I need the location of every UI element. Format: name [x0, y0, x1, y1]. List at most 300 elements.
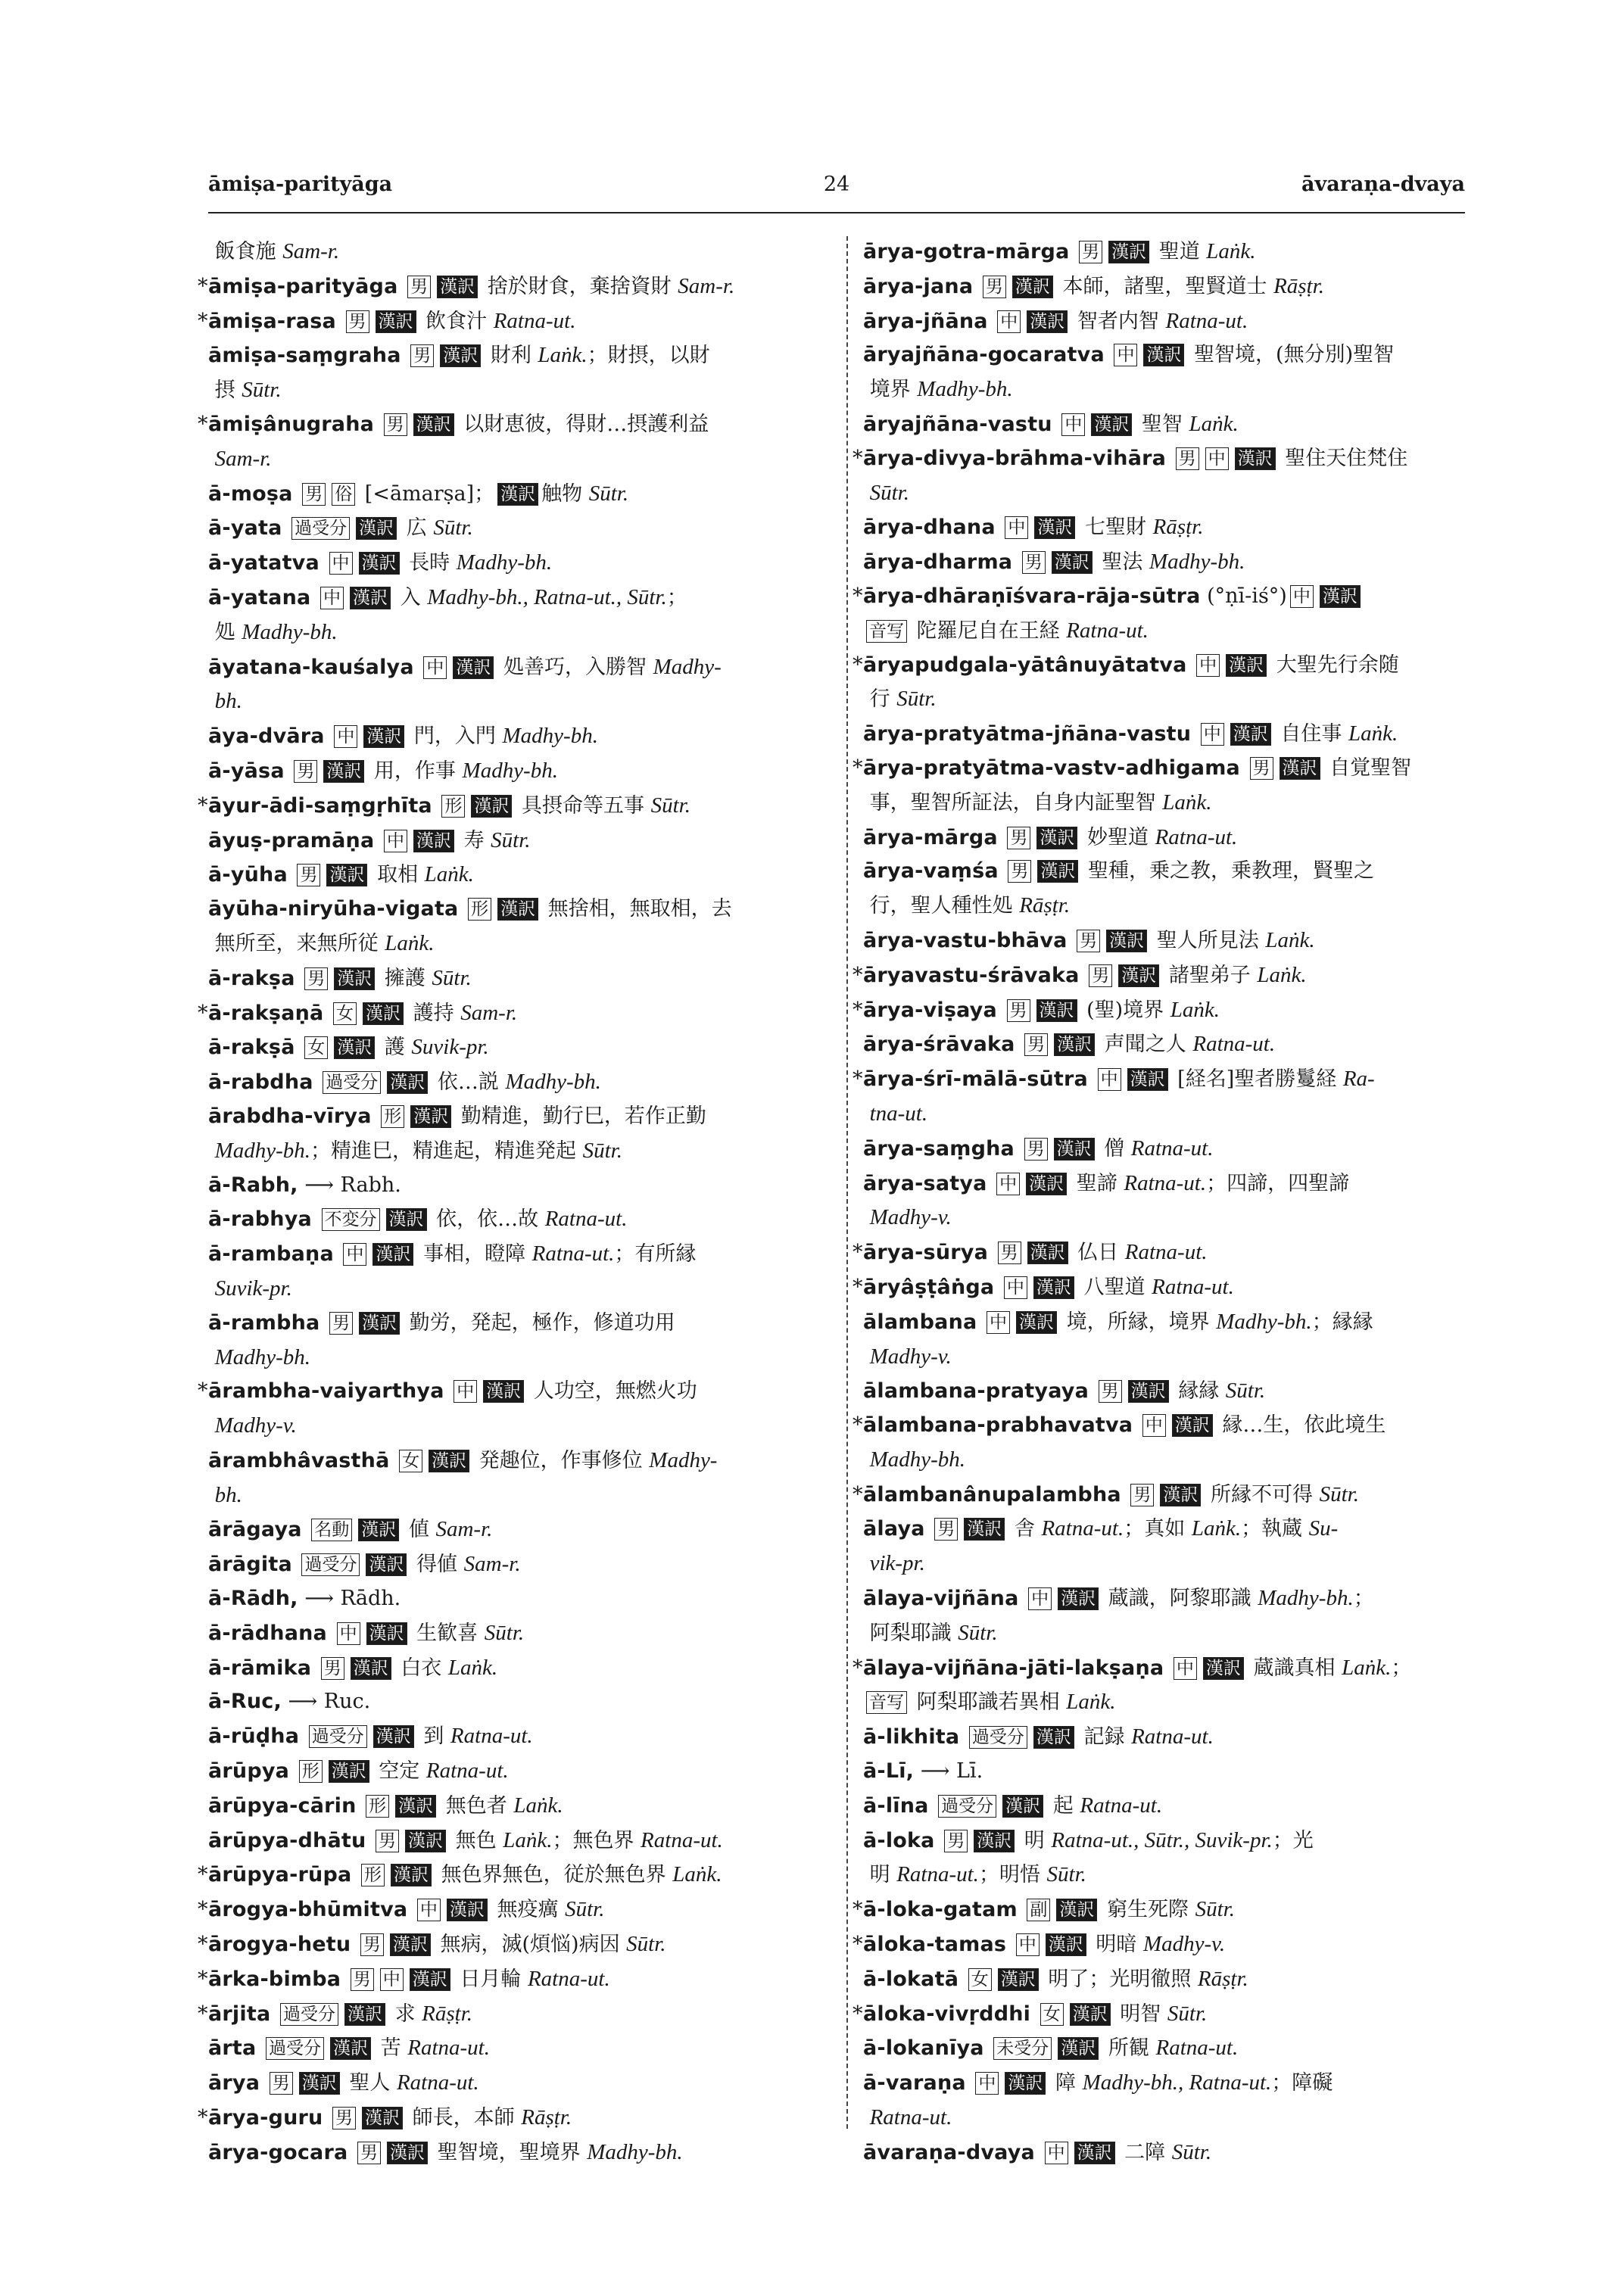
- gloss: 阿梨耶識: [869, 1621, 952, 1645]
- translation-tag: 漢訳: [1058, 1587, 1099, 1610]
- gloss: 苦: [380, 2036, 401, 2061]
- entry-continuation: [208, 1134, 814, 1169]
- entry-continuation: [208, 1272, 814, 1307]
- headword: ālambana: [863, 1310, 977, 1334]
- grammar-tag: 女: [333, 1002, 357, 1025]
- asterisk-marker: *: [853, 1482, 863, 1506]
- asterisk-marker: *: [853, 1898, 863, 1922]
- translation-tag: 漢訳: [471, 795, 512, 818]
- gloss: ；: [666, 585, 687, 609]
- dictionary-entry: [208, 1824, 814, 1858]
- asterisk-marker: *: [853, 1067, 863, 1092]
- source-abbrev: Madhy-bh.: [587, 2139, 683, 2164]
- dictionary-entry: [208, 893, 814, 927]
- grammar-tag: 形: [366, 1795, 389, 1818]
- translation-tag: 漢訳: [453, 656, 494, 679]
- gloss: 処善巧，入勝智: [503, 655, 647, 679]
- grammar-tag: 過受分: [969, 1726, 1027, 1749]
- headword: ā-loka-gatam: [863, 1898, 1018, 1922]
- source-abbrev: Madhy-bh.: [214, 1344, 311, 1369]
- gloss: 仏日: [1077, 1241, 1119, 1265]
- gloss: 明: [1024, 1828, 1045, 1852]
- headword: āyūha-niryūha-vigata: [208, 897, 459, 921]
- grammar-tag: 中: [1016, 1933, 1040, 1956]
- header-first-entry: āmiṣa-parityāga: [208, 173, 393, 196]
- source-abbrev: Laṅk.: [1066, 1690, 1116, 1715]
- source-abbrev: Sūtr.: [958, 1620, 998, 1645]
- source-abbrev: Ratna-ut.: [1155, 824, 1238, 849]
- grammar-tag: 中: [329, 552, 353, 575]
- dictionary-entry: [863, 2136, 1469, 2170]
- gloss: ⟶ Rabh.: [304, 1173, 401, 1197]
- gloss: ；障礙: [1271, 2071, 1333, 2095]
- gloss: 値: [408, 1518, 429, 1542]
- dictionary-entry: [208, 754, 814, 789]
- translation-tag: 漢訳: [1056, 1899, 1097, 1921]
- grammar-tag: 過受分: [323, 1071, 381, 1094]
- translation-tag: 漢訳: [356, 517, 397, 540]
- translation-tag: 漢訳: [1058, 2037, 1099, 2060]
- gloss: 縁…生，依此境生: [1222, 1413, 1386, 1438]
- source-abbrev: Ra-: [1342, 1067, 1375, 1092]
- asterisk-marker: *: [853, 1656, 863, 1680]
- gloss: [経名]聖者勝鬘経: [1177, 1067, 1337, 1092]
- grammar-tag: 男: [1007, 827, 1030, 849]
- dictionary-entry: [198, 1997, 814, 2032]
- source-abbrev: Rāṣṭr.: [422, 2001, 473, 2026]
- headword: ālaya-vijñāna-jāti-lakṣaṇa: [863, 1656, 1164, 1680]
- translation-tag: 漢訳: [387, 2142, 428, 2164]
- headword: ā-moṣa: [208, 481, 293, 506]
- dictionary-entry: [863, 407, 1469, 442]
- headword: ārūpya: [208, 1759, 290, 1784]
- headword: ā-rūḍha: [208, 1724, 300, 1749]
- right-column: [853, 235, 1469, 2170]
- dictionary-entry: [863, 1962, 1469, 1997]
- headword: ā-rādhana: [208, 1621, 327, 1645]
- source-abbrev: Ratna-ut.: [896, 1862, 979, 1887]
- source-abbrev: Ratna-ut.: [1165, 308, 1248, 333]
- grammar-tag: 男: [360, 1933, 384, 1956]
- headword: ā-līna: [863, 1793, 929, 1818]
- gloss: 明暗: [1096, 1933, 1137, 1957]
- dictionary-entry: [853, 580, 1469, 614]
- headword: ārya-dhāraṇīśvara-rāja-sūtra: [863, 584, 1201, 608]
- dictionary-entry: [208, 1100, 814, 1134]
- gloss: 七聖財: [1084, 516, 1146, 540]
- gloss: ；明悟: [978, 1863, 1040, 1887]
- entry-continuation: [863, 889, 1469, 924]
- dictionary-entry: [208, 719, 814, 754]
- source-abbrev: Madhy-bh.: [456, 550, 553, 575]
- dictionary-entry: [863, 1824, 1469, 1858]
- dictionary-entry: [208, 1444, 814, 1478]
- dictionary-entry: [198, 1962, 814, 1997]
- grammar-tag: 過受分: [301, 1553, 360, 1576]
- headword: ā-yūha: [208, 863, 288, 887]
- headword: ārya-dhana: [863, 516, 996, 540]
- headword: āloka-tamas: [863, 1933, 1007, 1957]
- source-abbrev: Laṅk.: [1257, 962, 1307, 987]
- grammar-tag: 中: [1174, 1657, 1197, 1680]
- asterisk-marker: *: [198, 2106, 208, 2130]
- source-abbrev: Laṅk.: [1265, 927, 1315, 952]
- grammar-tag: 中: [334, 725, 357, 748]
- headword: ā-rambha: [208, 1310, 320, 1335]
- dictionary-entry: [208, 1202, 814, 1237]
- translation-tag: 漢訳: [1235, 447, 1276, 470]
- grammar-tag: 男: [346, 310, 369, 333]
- source-abbrev: bh.: [214, 1482, 242, 1507]
- gloss: 財利: [490, 344, 531, 368]
- entry-continuation: [208, 927, 814, 961]
- gloss: (°ṇī-iś°): [1207, 584, 1287, 608]
- gloss: 事，聖智所証法，自身内証聖智: [869, 790, 1156, 815]
- headword: āryajñāna-gocaratva: [863, 343, 1105, 367]
- dictionary-entry: [863, 1305, 1469, 1340]
- headword: ā-likhita: [863, 1725, 960, 1749]
- dictionary-entry: [208, 2066, 814, 2101]
- translation-tag: 漢訳: [429, 1450, 469, 1472]
- page-number: 24: [823, 173, 850, 196]
- grammar-tag: 中: [454, 1380, 477, 1403]
- gloss: ；四諦，四聖諦: [1206, 1171, 1350, 1195]
- translation-tag: 漢訳: [344, 2003, 385, 2026]
- dictionary-entry: [853, 1927, 1469, 1962]
- source-abbrev: Sūtr.: [626, 1932, 666, 1957]
- translation-tag: 漢訳: [405, 1830, 446, 1852]
- gloss: 僧: [1104, 1136, 1125, 1161]
- translation-tag: 漢訳: [1002, 1795, 1043, 1818]
- grammar-tag: 形: [381, 1105, 404, 1128]
- gloss: 勤労，発起，極作，修道功用: [409, 1310, 675, 1335]
- grammar-tag: 男: [1089, 964, 1112, 987]
- source-abbrev: Ratna-ut., Sūtr., Suvik-pr.: [1051, 1827, 1273, 1852]
- grammar-tag: 未受分: [993, 2037, 1052, 2060]
- source-abbrev: Suvik-pr.: [214, 1276, 292, 1301]
- gloss: 聖種，乗之教，乗教理，賢聖之: [1088, 859, 1374, 883]
- dictionary-entry: [208, 477, 814, 512]
- gloss: ⟶ Ruc.: [288, 1690, 371, 1714]
- source-abbrev: Madhy-bh.: [917, 377, 1013, 402]
- source-abbrev: Ratna-ut.: [396, 2070, 479, 2095]
- translation-tag: 漢訳: [326, 864, 367, 886]
- dictionary-entry: [208, 1547, 814, 1582]
- grammar-tag: 男: [1250, 757, 1273, 780]
- grammar-tag: 男: [329, 1312, 353, 1335]
- dictionary-entry: [208, 2136, 814, 2170]
- dictionary-entry: [208, 1685, 814, 1719]
- dictionary-entry: [853, 1062, 1469, 1097]
- grammar-tag: 男: [407, 276, 431, 298]
- gloss: 空定: [379, 1759, 420, 1784]
- translation-tag: 漢訳: [410, 1968, 450, 1991]
- source-abbrev: Madhy-v.: [869, 1205, 952, 1230]
- source-abbrev: Sūtr.: [1319, 1481, 1359, 1506]
- headword: ā-Lī,: [863, 1759, 915, 1784]
- grammar-tag: 中: [1205, 447, 1229, 470]
- gloss: 陀羅尼自在王経: [916, 618, 1060, 643]
- dictionary-entry: [198, 1927, 814, 1962]
- gloss: 師長，本師: [412, 2106, 515, 2130]
- asterisk-marker: *: [853, 2002, 863, 2026]
- grammar-tag: 男: [376, 1830, 399, 1852]
- translation-tag: 漢訳: [391, 1864, 432, 1886]
- translation-tag: 漢訳: [366, 1553, 407, 1576]
- source-abbrev: Ratna-ut.: [641, 1827, 723, 1852]
- headword: āya-dvāra: [208, 724, 325, 749]
- gloss: 以財恵彼，得財…摂護利益: [463, 412, 709, 436]
- headword: ārta: [208, 2036, 257, 2061]
- translation-tag: 漢訳: [1033, 1276, 1074, 1299]
- dictionary-entry: [853, 958, 1469, 993]
- gloss: 用，作事: [373, 759, 456, 783]
- dictionary-entry: [863, 1027, 1469, 1062]
- translation-tag: 漢訳: [1143, 344, 1184, 366]
- dictionary-entry: [853, 993, 1469, 1028]
- dictionary-entry: [853, 1997, 1469, 2032]
- translation-tag: 漢訳: [387, 1071, 428, 1094]
- gloss: 所縁不可得: [1210, 1482, 1313, 1506]
- source-abbrev: Laṅk.: [1191, 1516, 1242, 1541]
- headword: ā-yāsa: [208, 759, 285, 783]
- headword: ā-varaṇa: [863, 2071, 966, 2095]
- headword: āyuṣ-pramāṇa: [208, 828, 375, 852]
- translation-tag: 漢訳: [1203, 1657, 1244, 1680]
- headword: ārya-vaṃśa: [863, 859, 999, 883]
- source-abbrev: Laṅk.: [513, 1793, 563, 1818]
- source-abbrev: Laṅk.: [1162, 790, 1212, 815]
- translation-tag: 漢訳: [334, 1036, 375, 1059]
- grammar-tag: 女: [304, 1036, 328, 1059]
- headword: āryavastu-śrāvaka: [863, 963, 1080, 987]
- gloss: 聖人所見法: [1156, 928, 1259, 952]
- header-rule: [208, 212, 1465, 213]
- gloss: ；真如: [1124, 1517, 1186, 1541]
- asterisk-marker: *: [198, 309, 208, 333]
- gloss: 障: [1055, 2071, 1077, 2095]
- gloss: ；有所縁: [614, 1242, 697, 1266]
- dictionary-entry: [863, 2031, 1469, 2066]
- gloss: 到: [423, 1724, 444, 1749]
- headword: ārya-śrī-mālā-sūtra: [863, 1067, 1088, 1092]
- translation-tag: 漢訳: [334, 967, 375, 990]
- translation-tag: 漢訳: [1036, 827, 1077, 849]
- gloss: ；財摂，以財: [587, 344, 710, 368]
- gloss: 聖諦: [1076, 1171, 1117, 1195]
- gloss: 自覚聖智: [1329, 756, 1412, 780]
- grammar-tag: 中: [1061, 413, 1085, 436]
- dictionary-entry: [198, 789, 814, 824]
- headword: ārogya-hetu: [208, 1933, 351, 1957]
- headword: ā-loka: [863, 1828, 935, 1852]
- gloss: 取相: [377, 863, 419, 887]
- grammar-tag: 男: [1024, 1138, 1048, 1161]
- grammar-tag: 中: [343, 1243, 366, 1266]
- dictionary-entry: [863, 304, 1469, 339]
- source-abbrev: Sūtr.: [896, 687, 937, 712]
- source-abbrev: Laṅk.: [1348, 721, 1398, 746]
- dictionary-entry: [208, 824, 814, 858]
- headword: āryâṣṭâṅga: [863, 1275, 995, 1299]
- source-abbrev: Madhy-bh., Ratna-ut., Sūtr.: [427, 584, 667, 609]
- source-abbrev: Sūtr.: [1167, 2001, 1208, 2026]
- asterisk-marker: *: [198, 2002, 208, 2026]
- grammar-tag: 男: [351, 1968, 374, 1991]
- headword: āryajñāna-vastu: [863, 412, 1052, 436]
- gloss: 自住事: [1280, 722, 1342, 746]
- translation-tag: 漢訳: [410, 1105, 451, 1128]
- translation-tag: 漢訳: [413, 413, 454, 436]
- dictionary-entry: [863, 338, 1469, 372]
- headword: ārambha-vaiyarthya: [208, 1379, 444, 1404]
- source-abbrev: tna-ut.: [869, 1101, 928, 1126]
- asterisk-marker: *: [853, 446, 863, 470]
- translation-tag: 漢訳: [1005, 2072, 1046, 2095]
- source-abbrev: Ratna-ut.: [869, 2105, 952, 2130]
- gloss: 勤精進，勤行巳，若作正勤: [460, 1104, 706, 1128]
- translation-tag: 漢訳: [299, 2072, 340, 2095]
- gloss: 明了；光明徹照: [1048, 1967, 1192, 1991]
- entry-continuation: [863, 614, 1469, 649]
- source-abbrev: Ratna-ut.: [1041, 1516, 1124, 1541]
- source-abbrev: Ratna-ut.: [1124, 1170, 1207, 1195]
- headword: ā-rakṣā: [208, 1036, 295, 1060]
- source-abbrev: Madhy-v.: [214, 1413, 297, 1438]
- dictionary-entry: [198, 996, 814, 1031]
- dictionary-entry: [863, 855, 1469, 889]
- source-abbrev: Rāṣṭr.: [1019, 893, 1071, 918]
- dictionary-entry: [208, 581, 814, 615]
- source-abbrev: Madhy-bh.: [214, 1138, 311, 1163]
- gloss: 妙聖道: [1086, 825, 1149, 849]
- gloss: 聖道: [1158, 240, 1200, 263]
- source-abbrev: Sūtr.: [565, 1897, 605, 1922]
- translation-tag: 漢訳: [1037, 860, 1078, 883]
- gloss: 捨於財食，棄捨資財: [487, 274, 672, 298]
- grammar-tag: 男: [1130, 1484, 1154, 1506]
- entry-continuation: [863, 1340, 1469, 1375]
- grammar-tag: 男: [1007, 999, 1030, 1022]
- dictionary-entry: [863, 1512, 1469, 1547]
- dictionary-entry: [208, 2031, 814, 2066]
- headword: ārāgaya: [208, 1518, 302, 1542]
- gloss: 無病，滅(煩悩)病因: [440, 1933, 620, 1957]
- entry-continuation: [863, 682, 1469, 717]
- headword: āyur-ādi-saṃgṛhīta: [208, 793, 432, 818]
- dictionary-entry: [863, 1132, 1469, 1167]
- translation-tag: 漢訳: [1027, 310, 1068, 333]
- translation-tag: 漢訳: [363, 725, 404, 748]
- source-abbrev: Rāṣṭr.: [1152, 515, 1204, 540]
- dictionary-entry: [198, 304, 814, 339]
- translation-tag: 漢訳: [390, 1933, 431, 1956]
- gloss: 舎: [1014, 1517, 1035, 1541]
- gloss: 処: [214, 620, 235, 644]
- grammar-tag: 中: [1045, 2142, 1068, 2164]
- source-abbrev: Madhy-bh.: [505, 1070, 601, 1095]
- headword: ā-Rabh,: [208, 1173, 298, 1197]
- source-abbrev: Sam-r.: [435, 1517, 493, 1542]
- translation-tag: 漢訳: [497, 898, 538, 921]
- source-abbrev: Sūtr.: [432, 965, 472, 990]
- source-abbrev: Ratna-ut.: [450, 1724, 533, 1749]
- translation-tag: 漢訳: [437, 276, 478, 298]
- dictionary-entry: [208, 1307, 814, 1341]
- headword: ā-rambaṇa: [208, 1242, 334, 1266]
- gloss: 求: [394, 2002, 416, 2026]
- headword: ālambanânupalambha: [863, 1482, 1121, 1506]
- dictionary-entry: [853, 1235, 1469, 1270]
- grammar-tag: 中: [1290, 585, 1314, 608]
- dictionary-entry: [853, 752, 1469, 786]
- gloss: ；: [1353, 1587, 1374, 1611]
- headword: ā-lokatā: [863, 1967, 959, 1991]
- gloss: 生歓喜: [416, 1621, 478, 1645]
- dictionary-entry: [208, 1789, 814, 1824]
- headword: ārūpya-rūpa: [208, 1863, 352, 1887]
- entry-continuation: [208, 373, 814, 408]
- grammar-tag: 男: [294, 760, 317, 783]
- grammar-tag: 男: [1022, 551, 1046, 574]
- headword: ārya-guru: [208, 2106, 323, 2130]
- headword: ā-rakṣaṇā: [208, 1001, 324, 1025]
- headword: ā-yata: [208, 516, 282, 541]
- grammar-tag: 男: [384, 413, 407, 436]
- gloss: 蔵識，阿黎耶識: [1108, 1587, 1252, 1611]
- source-abbrev: Ratna-ut.: [1152, 1274, 1234, 1299]
- translation-tag: 漢訳: [1033, 1726, 1074, 1749]
- translation-tag: 漢訳: [447, 1899, 488, 1921]
- headword: āmiṣa-parityāga: [208, 274, 398, 298]
- gloss: 無色界無色，従於無色界: [441, 1863, 666, 1887]
- asterisk-marker: *: [198, 1898, 208, 1922]
- headword: ārāgita: [208, 1553, 292, 1577]
- dictionary-entry: [863, 1374, 1469, 1409]
- grammar-tag: 中: [987, 1311, 1010, 1334]
- dictionary-entry: [198, 1375, 814, 1409]
- grammar-tag: 形: [468, 898, 491, 921]
- translation-tag: 漢訳: [372, 1243, 413, 1266]
- dictionary-entry: [853, 442, 1469, 476]
- translation-tag: 漢訳: [1230, 723, 1271, 746]
- headword: ārya-gocara: [208, 2140, 348, 2164]
- gloss: 聖法: [1102, 550, 1143, 575]
- dictionary-entry: [853, 1651, 1469, 1686]
- headword: āryapudgala-yātânuyātatva: [863, 653, 1187, 677]
- asterisk-marker: *: [853, 584, 863, 608]
- headword: ārabdha-vīrya: [208, 1104, 372, 1128]
- grammar-tag: 男: [410, 344, 434, 367]
- translation-tag: 漢訳: [358, 1519, 399, 1541]
- headword: ārka-bimba: [208, 1967, 341, 1991]
- grammar-tag: 中: [320, 587, 344, 609]
- gloss: 無色者: [445, 1793, 507, 1818]
- gloss: ；精進巳，精進起，精進発起: [310, 1139, 577, 1163]
- gloss: 蔵識真相: [1253, 1656, 1336, 1680]
- source-abbrev: Sūtr.: [1046, 1862, 1086, 1887]
- source-abbrev: Sam-r.: [214, 446, 272, 471]
- headword: ārya-saṃgha: [863, 1136, 1015, 1161]
- grammar-tag: 男: [321, 1657, 344, 1680]
- gloss: 門，入門: [413, 724, 496, 749]
- translation-tag: 漢訳: [1026, 1173, 1067, 1195]
- grammar-tag: 中: [1098, 1068, 1121, 1091]
- dictionary-entry: [208, 1719, 814, 1754]
- gloss: (聖)境界: [1086, 998, 1164, 1022]
- translation-tag: 漢訳: [1074, 2142, 1115, 2164]
- dictionary-entry: [208, 961, 814, 996]
